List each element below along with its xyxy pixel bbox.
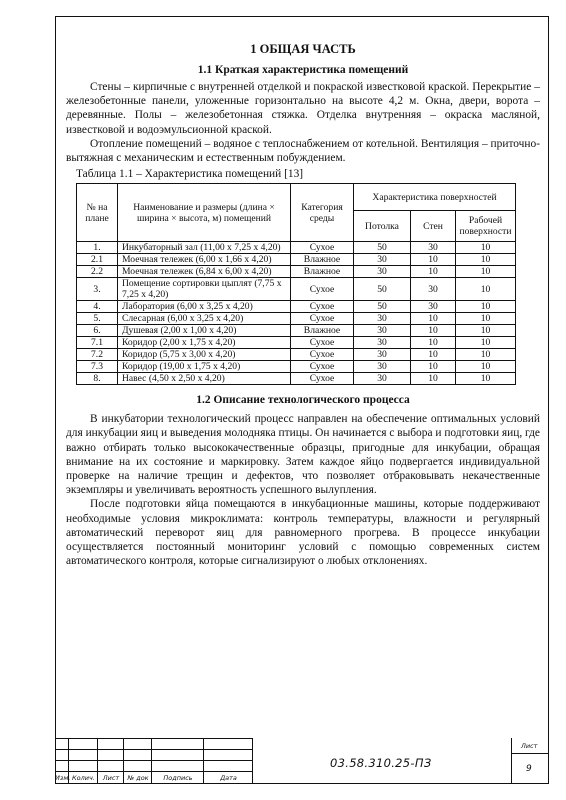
cell-walls: 30 bbox=[411, 278, 456, 301]
cell-ceiling: 50 bbox=[354, 242, 411, 254]
cell-work-surface: 10 bbox=[456, 313, 516, 325]
cell-category: Влажное bbox=[291, 254, 354, 266]
cell-name: Моечная тележек (6,84 х 6,00 х 4,20) bbox=[118, 266, 291, 278]
header-category: Категория среды bbox=[291, 184, 354, 242]
cell-walls: 10 bbox=[411, 349, 456, 361]
section2-title: 1.2 Описание технологического процесса bbox=[196, 394, 410, 407]
cell-num: 2.1 bbox=[77, 254, 118, 266]
cell-walls: 10 bbox=[411, 361, 456, 373]
cell-walls: 10 bbox=[411, 313, 456, 325]
cell-work-surface: 10 bbox=[456, 301, 516, 313]
cell-ceiling: 50 bbox=[354, 278, 411, 301]
paragraph: Отопление помещений – водяное с теплоснабжением от котельной. Вентиляция – приточно-вытяжная с механическим и естественным побуждением. bbox=[66, 137, 540, 165]
cell-ceiling: 30 bbox=[354, 361, 411, 373]
cell-category: Сухое bbox=[291, 349, 354, 361]
table-row bbox=[77, 373, 516, 385]
table-row bbox=[77, 349, 516, 361]
stamp-label: Дата bbox=[220, 774, 237, 782]
header-ceiling: Потолка bbox=[354, 211, 411, 242]
cell-walls: 10 bbox=[411, 337, 456, 349]
sheet-label: Лист bbox=[521, 742, 538, 750]
table-row bbox=[77, 301, 516, 313]
cell-work-surface: 10 bbox=[456, 242, 516, 254]
table-row bbox=[77, 266, 516, 278]
cell-num: 8. bbox=[77, 373, 118, 385]
cell-ceiling: 50 bbox=[354, 301, 411, 313]
cell-walls: 30 bbox=[411, 301, 456, 313]
cell-walls: 30 bbox=[411, 242, 456, 254]
paragraph: Стены – кирпичные с внутренней отделкой и покраской известковой краской. Перекрытие – железобетонные панели, уложенные горизонтально на высоте 4,2 м. Окна, двери, ворота – деревянные. Полы – железобетонная стяжка. Отделка внутренняя – окраска масляной, известковой и водоэмульсионной краской. bbox=[66, 81, 540, 136]
cell-walls: 10 bbox=[411, 325, 456, 337]
table-row bbox=[77, 325, 516, 337]
stamp-label: Лист bbox=[102, 774, 120, 782]
cell-name: Навес (4,50 х 2,50 х 4,20) bbox=[118, 373, 291, 385]
cell-num: 2.2 bbox=[77, 266, 118, 278]
table-row bbox=[77, 242, 516, 254]
cell-category: Влажное bbox=[291, 266, 354, 278]
document-body bbox=[66, 36, 540, 568]
stamp-label: Подпись bbox=[163, 774, 193, 782]
table-row bbox=[77, 254, 516, 266]
table-row bbox=[77, 337, 516, 349]
cell-name: Душевая (2,00 х 1,00 х 4,20) bbox=[118, 325, 291, 337]
cell-num: 7.3 bbox=[77, 361, 118, 373]
cell-category: Сухое bbox=[291, 373, 354, 385]
table-body bbox=[77, 242, 516, 385]
section-subtitle: 1.1 Краткая характеристика помещений bbox=[197, 64, 409, 76]
cell-category: Влажное bbox=[291, 325, 354, 337]
table-row bbox=[77, 361, 516, 373]
stamp-label: № док bbox=[127, 774, 149, 782]
cell-work-surface: 10 bbox=[456, 254, 516, 266]
cell-name: Коридор (2,00 х 1,75 х 4,20) bbox=[118, 337, 291, 349]
cell-walls: 10 bbox=[411, 254, 456, 266]
cell-num: 1. bbox=[77, 242, 118, 254]
stamp-label: Колич. bbox=[72, 774, 95, 782]
cell-num: 7.2 bbox=[77, 349, 118, 361]
table-row bbox=[77, 313, 516, 325]
cell-ceiling: 30 bbox=[354, 325, 411, 337]
cell-num: 6. bbox=[77, 325, 118, 337]
title-block bbox=[55, 738, 549, 784]
cell-ceiling: 30 bbox=[354, 266, 411, 278]
cell-work-surface: 10 bbox=[456, 337, 516, 349]
cell-category: Сухое bbox=[291, 361, 354, 373]
cell-walls: 10 bbox=[411, 373, 456, 385]
cell-num: 7.1 bbox=[77, 337, 118, 349]
cell-num: 3. bbox=[77, 278, 118, 301]
cell-category: Сухое bbox=[291, 313, 354, 325]
cell-category: Сухое bbox=[291, 337, 354, 349]
cell-work-surface: 10 bbox=[456, 361, 516, 373]
cell-num: 4. bbox=[77, 301, 118, 313]
cell-category: Сухое bbox=[291, 278, 354, 301]
header-num: № на плане bbox=[77, 184, 118, 242]
cell-name: Помещение сортировки цыплят (7,75 х 7,25 х 4,20) bbox=[118, 278, 291, 301]
cell-work-surface: 10 bbox=[456, 278, 516, 301]
cell-ceiling: 30 bbox=[354, 254, 411, 266]
cell-category: Сухое bbox=[291, 301, 354, 313]
sheet-number: 9 bbox=[526, 764, 532, 774]
table-row bbox=[77, 278, 516, 301]
stamp-label: Изм. bbox=[55, 774, 71, 782]
header-name: Наименование и размеры (длина × ширина × высота, м) помещений bbox=[118, 184, 291, 242]
cell-walls: 10 bbox=[411, 266, 456, 278]
cell-ceiling: 30 bbox=[354, 337, 411, 349]
cell-name: Коридор (19,00 х 1,75 х 4,20) bbox=[118, 361, 291, 373]
cell-work-surface: 10 bbox=[456, 349, 516, 361]
header-walls: Стен bbox=[411, 211, 456, 242]
cell-ceiling: 30 bbox=[354, 373, 411, 385]
cell-name: Коридор (5,75 х 3,00 х 4,20) bbox=[118, 349, 291, 361]
cell-work-surface: 10 bbox=[456, 325, 516, 337]
section-title: 1 ОБЩАЯ ЧАСТЬ bbox=[250, 42, 356, 56]
paragraph: В инкубатории технологический процесс направлен на обеспечение оптимальных условий для инкубации яиц и выведения молодняка птицы. Он начинается с выбора и подготовки яиц, где важно отбирать только высококачественные образцы, пригодные для инкубации, обращая внимание на их состояние и маркировку. Затем каждое яйцо подвергается индивидуальной проверке на наличие трещин и дефектов, что позволяет отбраковывать некачественные экземпляры и увеличивать вероятность успешного вылупления. bbox=[66, 413, 540, 497]
cell-name: Лаборатория (6,00 х 3,25 х 4,20) bbox=[118, 301, 291, 313]
cell-category: Сухое bbox=[291, 242, 354, 254]
table-caption: Таблица 1.1 – Характеристика помещений [13] bbox=[76, 168, 304, 181]
cell-name: Слесарная (6,00 х 3,25 х 4,20) bbox=[118, 313, 291, 325]
header-work-surface: Рабочей поверхности bbox=[456, 211, 516, 242]
cell-num: 5. bbox=[77, 313, 118, 325]
cell-name: Моечная тележек (6,00 х 1,66 х 4,20) bbox=[118, 254, 291, 266]
cell-ceiling: 30 bbox=[354, 313, 411, 325]
cell-work-surface: 10 bbox=[456, 266, 516, 278]
header-surfaces: Характеристика поверхностей bbox=[354, 184, 516, 211]
document-number: 03.58.310.25-ПЗ bbox=[330, 756, 432, 770]
cell-ceiling: 30 bbox=[354, 349, 411, 361]
paragraph: После подготовки яйца помещаются в инкубационные машины, которые поддерживают необходимые условия микроклимата: контроль температуры, влажности и регулярный автоматический переворот яиц для равномерного прогрева. В процессе инкубации осуществляется постоянный мониторинг условий с помощью современных систем автоматического контроля, которые сигнализируют о любых отклонениях. bbox=[66, 498, 540, 568]
cell-work-surface: 10 bbox=[456, 373, 516, 385]
premises-table bbox=[76, 183, 516, 385]
cell-name: Инкубаторный зал (11,00 х 7,25 х 4,20) bbox=[118, 242, 291, 254]
